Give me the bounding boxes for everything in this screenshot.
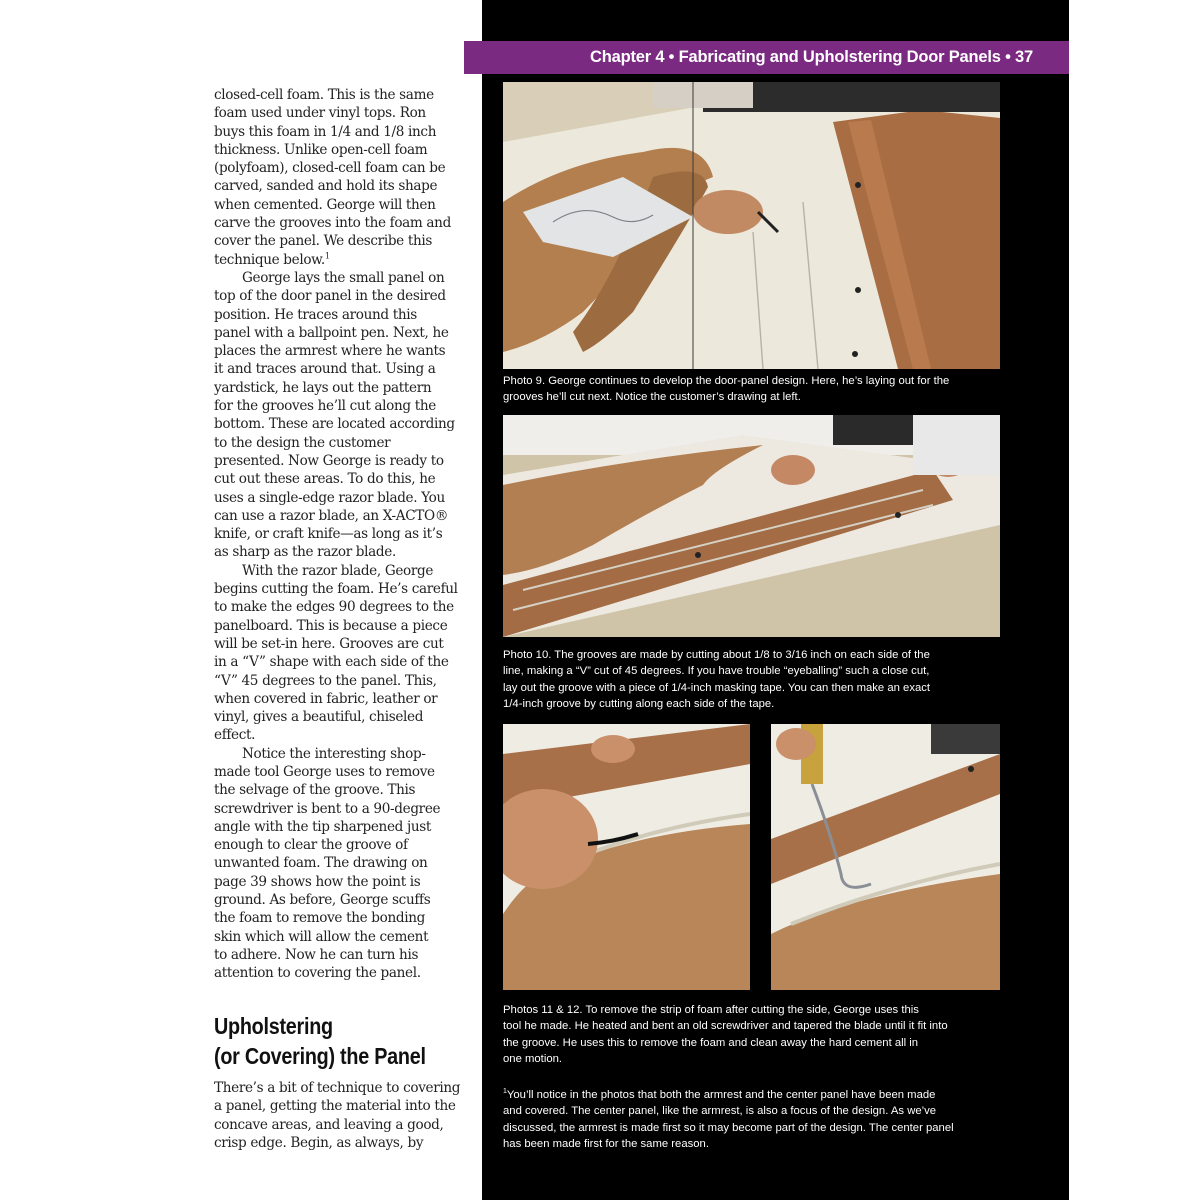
text-line: in a “V” shape with each side of the [214,654,449,671]
text-line: vinyl, gives a beautiful, chiseled [214,709,424,726]
paragraph-4 [214,745,468,983]
section-paragraph [214,1079,468,1152]
text-line: position. He traces around this [214,306,417,323]
text-line: foam used under vinyl tops. Ron [214,105,426,122]
caption-line: one motion. [503,1052,563,1065]
text-line: as sharp as the razor blade. [214,544,396,561]
text-line: “V” 45 degrees to the panel. This, [214,672,437,689]
text-line: to the design the customer [214,434,391,451]
text-line: crisp edge. Begin, as always, by [214,1134,424,1151]
text-line: skin which will allow the cement [214,928,429,945]
chapter-header [464,41,1069,74]
text-line: thickness. Unlike open-cell foam [214,141,428,158]
text-line: panel with a ballpoint pen. Next, he [214,324,449,341]
caption-line: lay out the groove with a piece of 1/4-inch masking tape. You can then make an exact [503,681,931,694]
text-line: when covered in fabric, leather or [214,690,438,707]
text-line: bottom. These are located according [214,416,455,433]
photo-12 [771,724,1000,990]
text-line: closed-cell foam. This is the same [214,87,434,103]
text-line: George lays the small panel on [242,269,445,286]
text-line: enough to clear the groove of [214,837,408,854]
text-line: a panel, getting the material into the [214,1098,456,1115]
text-line: to adhere. Now he can turn his [214,946,419,963]
text-line: presented. Now George is ready to [214,452,444,469]
heading-line: Upholstering [214,1013,333,1039]
text-line: There’s a bit of technique to covering [214,1080,461,1096]
photo-9-caption [503,373,1003,406]
footnote-line: discussed, the armrest is made first so it may become part of the design. The center panel [503,1121,954,1134]
text-line: yardstick, he lays out the pattern [214,379,432,396]
text-line: attention to covering the panel. [214,965,421,982]
text-line: can use a razor blade, an X-ACTO® [214,507,449,524]
text-line: will be set-in here. Grooves are cut [214,635,444,652]
text-line: With the razor blade, George [242,562,434,579]
photo-10-caption [503,647,1003,712]
caption-line: Photo 9. George continues to develop the door-panel design. Here, he’s laying out for the [503,375,950,387]
footnote-line: has been made first for the same reason. [503,1137,709,1150]
footnote-mark: 1 [324,251,330,261]
text-line: technique below. [214,251,325,268]
paragraph-2 [214,269,468,562]
text-line: unwanted foam. The drawing on [214,855,428,872]
text-line: made tool George uses to remove [214,763,435,780]
caption-line: Photo 10. The grooves are made by cutting about 1/8 to 3/16 inch on each side of the [503,649,930,661]
text-line: cover the panel. We describe this [214,233,432,250]
text-line: it and traces around that. Using a [214,361,436,378]
text-line: angle with the tip sharpened just [214,818,431,835]
text-line: when cemented. George will then [214,196,436,213]
paragraph-3 [214,562,468,745]
footnote-mark: 1 [503,1088,507,1096]
caption-line: grooves he’ll cut next. Notice the customer’s drawing at left. [503,391,801,404]
text-line: knife, or craft knife—as long as it’s [214,526,443,543]
text-line: for the grooves he’ll cut along the [214,398,436,415]
text-line: top of the door panel in the desired [214,288,446,305]
text-line: begins cutting the foam. He’s careful [214,581,458,598]
photo-11-12-caption [503,1002,1003,1067]
text-line: cut out these areas. To do this, he [214,471,436,488]
section-heading [214,1011,438,1071]
text-line: uses a single-edge razor blade. You [214,489,445,506]
section-body [214,1079,468,1152]
text-line: (polyfoam), closed-cell foam can be [214,160,446,177]
text-line: effect. [214,727,256,744]
footnote [503,1087,1003,1152]
caption-line: line, making a “V” cut of 45 degrees. If you have trouble “eyeballing” such a close cut, [503,665,930,678]
text-line: buys this foam in 1/4 and 1/8 inch [214,123,437,140]
photo-11 [503,724,750,990]
text-line: concave areas, and leaving a good, [214,1116,444,1133]
chapter-title: Chapter 4 • Fabricating and Upholstering Door Panels • 37 [590,48,1033,66]
text-line: the foam to remove the bonding [214,910,425,927]
text-line: screwdriver is bent to a 90-degree [214,800,441,817]
text-line: panelboard. This is because a piece [214,617,448,634]
caption-line: tool he made. He heated and bent an old screwdriver and tapered the blade until it fit into [503,1020,948,1033]
caption-line: Photos 11 & 12. To remove the strip of foam after cutting the side, George uses this [503,1004,919,1016]
footnote-line: and covered. The center panel, like the armrest, is also a focus of the design. As we’ve [503,1105,937,1118]
text-line: carved, sanded and hold its shape [214,178,438,195]
text-line: page 39 shows how the point is [214,873,421,890]
text-line: ground. As before, George scuffs [214,892,431,909]
footnote-line: You’ll notice in the photos that both the armrest and the center panel have been made [506,1089,936,1101]
text-line: carve the grooves into the foam and [214,215,451,232]
heading-line: (or Covering) the Panel [214,1043,426,1069]
text-line: places the armrest where he wants [214,343,446,360]
caption-line: the groove. He uses this to remove the foam and clean away the hard cement all in [503,1036,919,1049]
photo-9 [503,82,1000,369]
text-line: Notice the interesting shop- [242,745,426,762]
photo-10 [503,415,1000,637]
paragraph-1 [214,86,468,269]
text-line: to make the edges 90 degrees to the [214,599,454,616]
caption-line: 1/4-inch groove by cutting along each side of the tape. [503,697,775,710]
text-line: the selvage of the groove. This [214,782,416,799]
body-column [214,86,468,983]
